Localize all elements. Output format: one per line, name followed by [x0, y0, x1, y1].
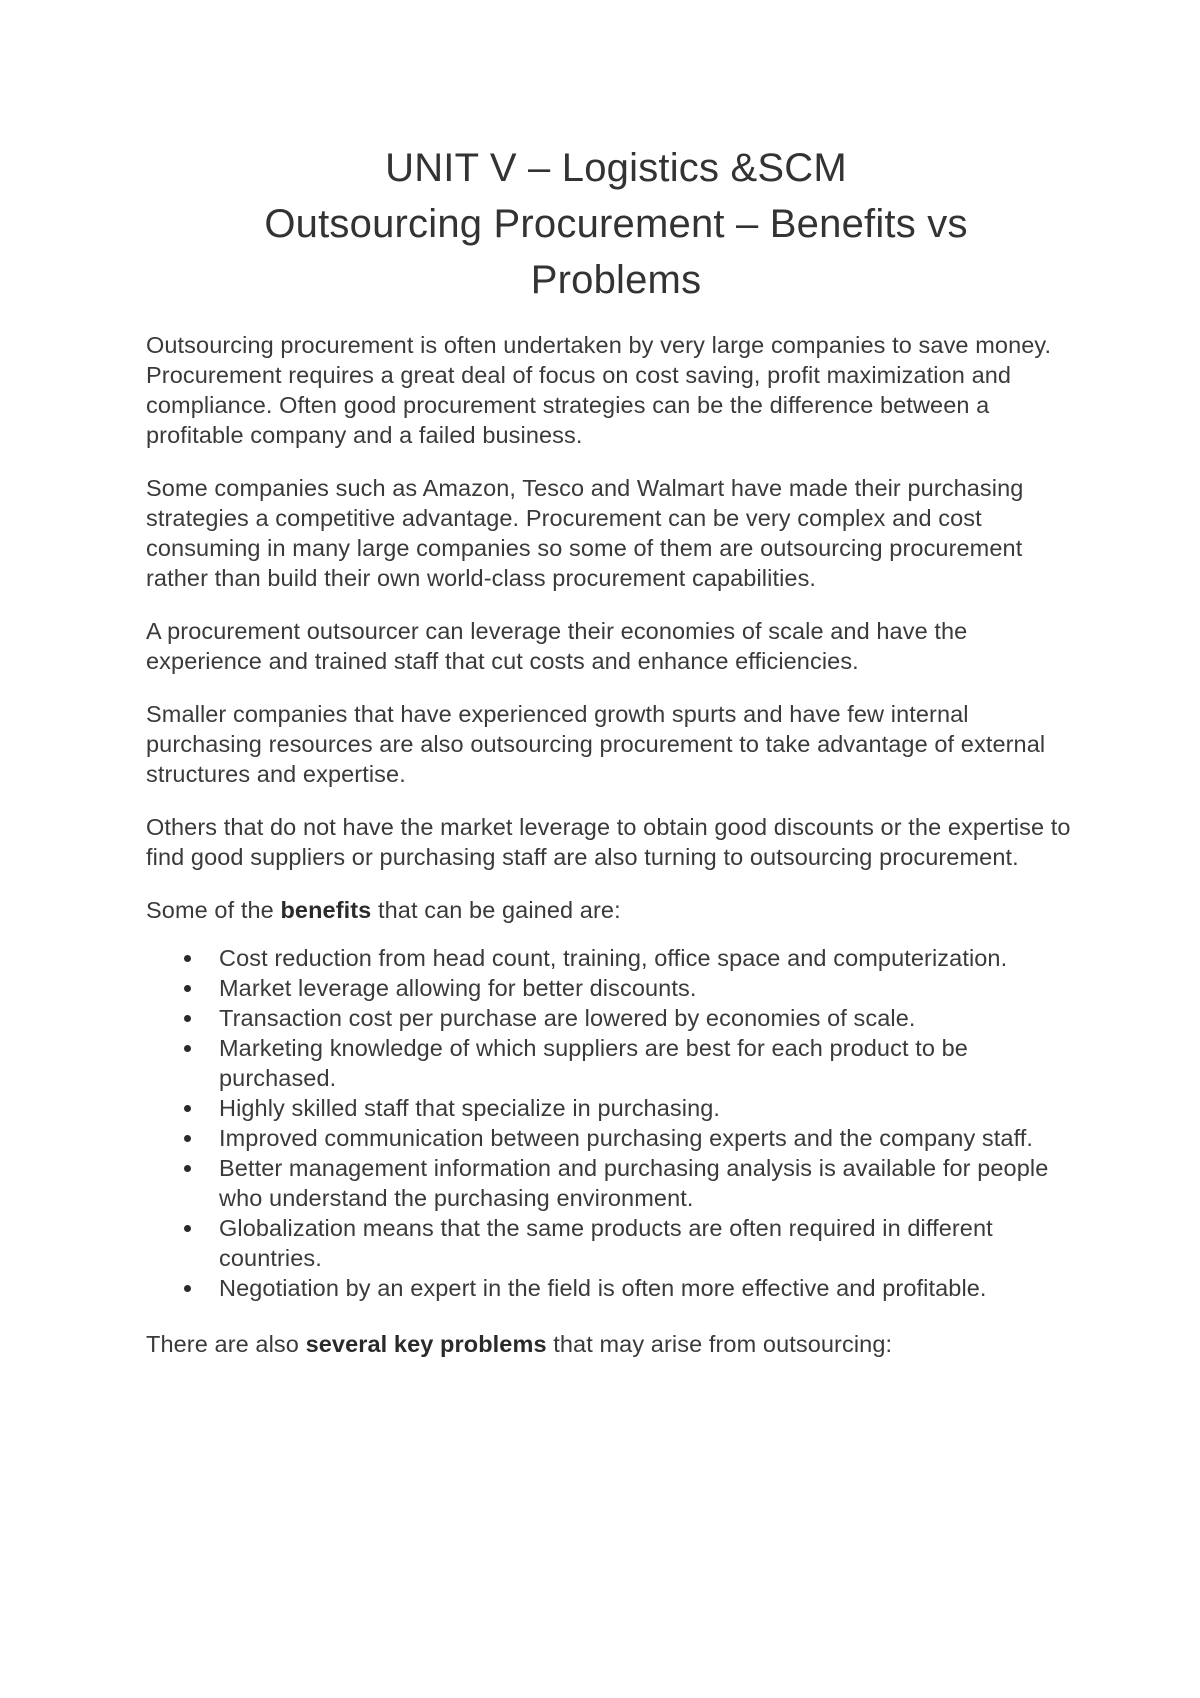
- benefits-list: [146, 943, 1086, 1303]
- list-item-text: Negotiation by an expert in the field is often more effective and profitable.: [219, 1275, 987, 1301]
- list-item: [146, 1123, 1086, 1153]
- benefits-intro-bold: benefits: [280, 897, 372, 923]
- list-item-text: Market leverage allowing for better discounts.: [219, 975, 697, 1001]
- bullet-icon: [184, 985, 191, 992]
- document-title: [146, 140, 1086, 308]
- list-item: [146, 1213, 1086, 1273]
- title-line-unit: UNIT V – Logistics &SCM: [385, 146, 847, 190]
- problems-intro-bold: several key problems: [305, 1331, 547, 1357]
- list-item: [146, 1033, 1086, 1093]
- list-item-text: Improved communication between purchasing experts and the company staff.: [219, 1125, 1034, 1151]
- bullet-icon: [184, 1015, 191, 1022]
- bullet-icon: [184, 1285, 191, 1292]
- list-item-text: Cost reduction from head count, training, office space and computerization.: [219, 945, 1008, 971]
- bullet-icon: [184, 1135, 191, 1142]
- problems-intro-before: There are also: [146, 1331, 306, 1357]
- list-item: [146, 1153, 1086, 1213]
- paragraph-companies: Some companies such as Amazon, Tesco and Walmart have made their purchasing strategies a competitive advantage. Procurement can be very complex and cost consuming in many large companies so some of them are outsourcing procurement rather than build their own world-class procurement capabilities.: [146, 475, 1024, 591]
- title-spacer: [146, 308, 1086, 330]
- paragraph-intro: Outsourcing procurement is often undertaken by very large companies to save money. Procurement requires a great deal of focus on cost saving, profit maximization and compliance. Often good procurement strategies can be the difference between a profitable company and a failed business.: [146, 332, 1052, 448]
- bullet-icon: [184, 1225, 191, 1232]
- list-item: [146, 1273, 1086, 1303]
- bullet-icon: [184, 1045, 191, 1052]
- benefits-intro-after: that can be gained are:: [371, 897, 621, 923]
- bullet-icon: [184, 955, 191, 962]
- paragraph-outsourcer: A procurement outsourcer can leverage their economies of scale and have the experience and trained staff that cut costs and enhance efficiencies.: [146, 618, 968, 674]
- list-item: [146, 943, 1086, 973]
- list-item-text: Globalization means that the same products are often required in different countries.: [219, 1215, 993, 1271]
- list-item-text: Transaction cost per purchase are lowered by economies of scale.: [219, 1005, 916, 1031]
- list-item: [146, 1003, 1086, 1033]
- list-item-text: Better management information and purchasing analysis is available for people who understand the purchasing environment.: [219, 1155, 1049, 1211]
- bullet-icon: [184, 1165, 191, 1172]
- list-item: [146, 1093, 1086, 1123]
- problems-intro-after: that may arise from outsourcing:: [546, 1331, 893, 1357]
- paragraph-smaller-companies: Smaller companies that have experienced growth spurts and have few internal purchasing resources are also outsourcing procurement to take advantage of external structures and expertise.: [146, 701, 1046, 787]
- benefits-intro: [146, 895, 1086, 925]
- bullet-icon: [184, 1105, 191, 1112]
- list-item: [146, 973, 1086, 1003]
- paragraph-others: Others that do not have the market leverage to obtain good discounts or the expertise to find good suppliers or purchasing staff are also turning to outsourcing procurement.: [146, 814, 1071, 870]
- list-item-text: Highly skilled staff that specialize in purchasing.: [219, 1095, 721, 1121]
- benefits-intro-before: Some of the: [146, 897, 281, 923]
- list-item-text: Marketing knowledge of which suppliers are best for each product to be purchased.: [219, 1035, 968, 1091]
- title-line-topic: Outsourcing Procurement – Benefits vs Problems: [264, 202, 968, 302]
- document-page: [146, 140, 1086, 1382]
- problems-intro: [146, 1329, 1086, 1359]
